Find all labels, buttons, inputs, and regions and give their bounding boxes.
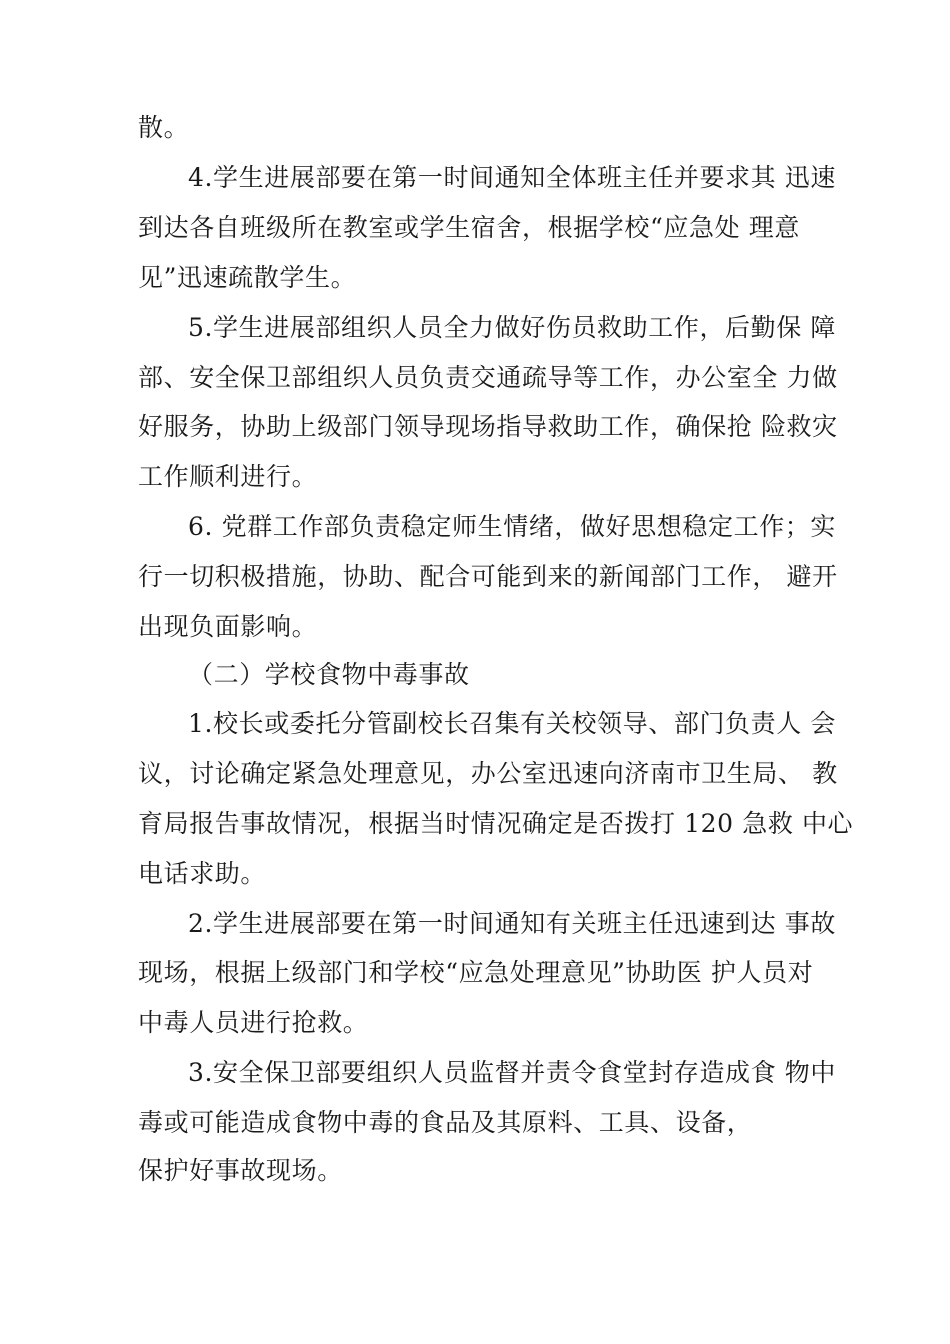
text-line: 现场，根据上级部门和学校“应急处理意见”协助医 护人员对 xyxy=(138,958,814,987)
text-line: 工作顺利进行。 xyxy=(138,462,318,491)
text-line: 保护好事故现场。 xyxy=(138,1156,343,1185)
text-line: 到达各自班级所在教室或学生宿舍，根据学校“应急处 理意 xyxy=(138,213,800,242)
text-line: 行一切积极措施，协助、配合可能到来的新闻部门工作， 避开 xyxy=(138,562,838,591)
text-line: 3.安全保卫部要组织人员监督并责令食堂封存造成食 物中 xyxy=(188,1058,837,1087)
text-line: 6. 党群工作部负责稳定师生情绪，做好思想稳定工作；实 xyxy=(188,512,837,541)
text-line: 部、安全保卫部组织人员负责交通疏导等工作，办公室全 力做 xyxy=(138,363,838,392)
text-line: 出现负面影响。 xyxy=(138,612,318,641)
text-line: 毒或可能造成食物中毒的食品及其原料、工具、设备， xyxy=(138,1108,753,1137)
section-heading: （二）学校食物中毒事故 xyxy=(188,660,470,689)
text-line: 中毒人员进行抢救。 xyxy=(138,1008,369,1037)
text-line: 见”迅速疏散学生。 xyxy=(138,263,357,292)
text-line: 好服务，协助上级部门领导现场指导救助工作，确保抢 险救灾 xyxy=(138,412,838,441)
text-line: 电话求助。 xyxy=(138,859,267,888)
text-line: 5.学生进展部组织人员全力做好伤员救助工作，后勤保 障 xyxy=(188,313,837,342)
text-line: 1.校长或委托分管副校长召集有关校领导、部门负责人 会 xyxy=(188,709,837,738)
text-line: 议，讨论确定紧急处理意见，办公室迅速向济南市卫生局、 教 xyxy=(138,759,838,788)
text-line: 4.学生进展部要在第一时间通知全体班主任并要求其 迅速 xyxy=(188,163,837,192)
text-line: 2.学生进展部要在第一时间通知有关班主任迅速到达 事故 xyxy=(188,909,837,938)
text-line: 散。 xyxy=(138,113,190,142)
text-line: 育局报告事故情况，根据当时情况确定是否拨打 120 急救 中心 xyxy=(138,809,854,838)
